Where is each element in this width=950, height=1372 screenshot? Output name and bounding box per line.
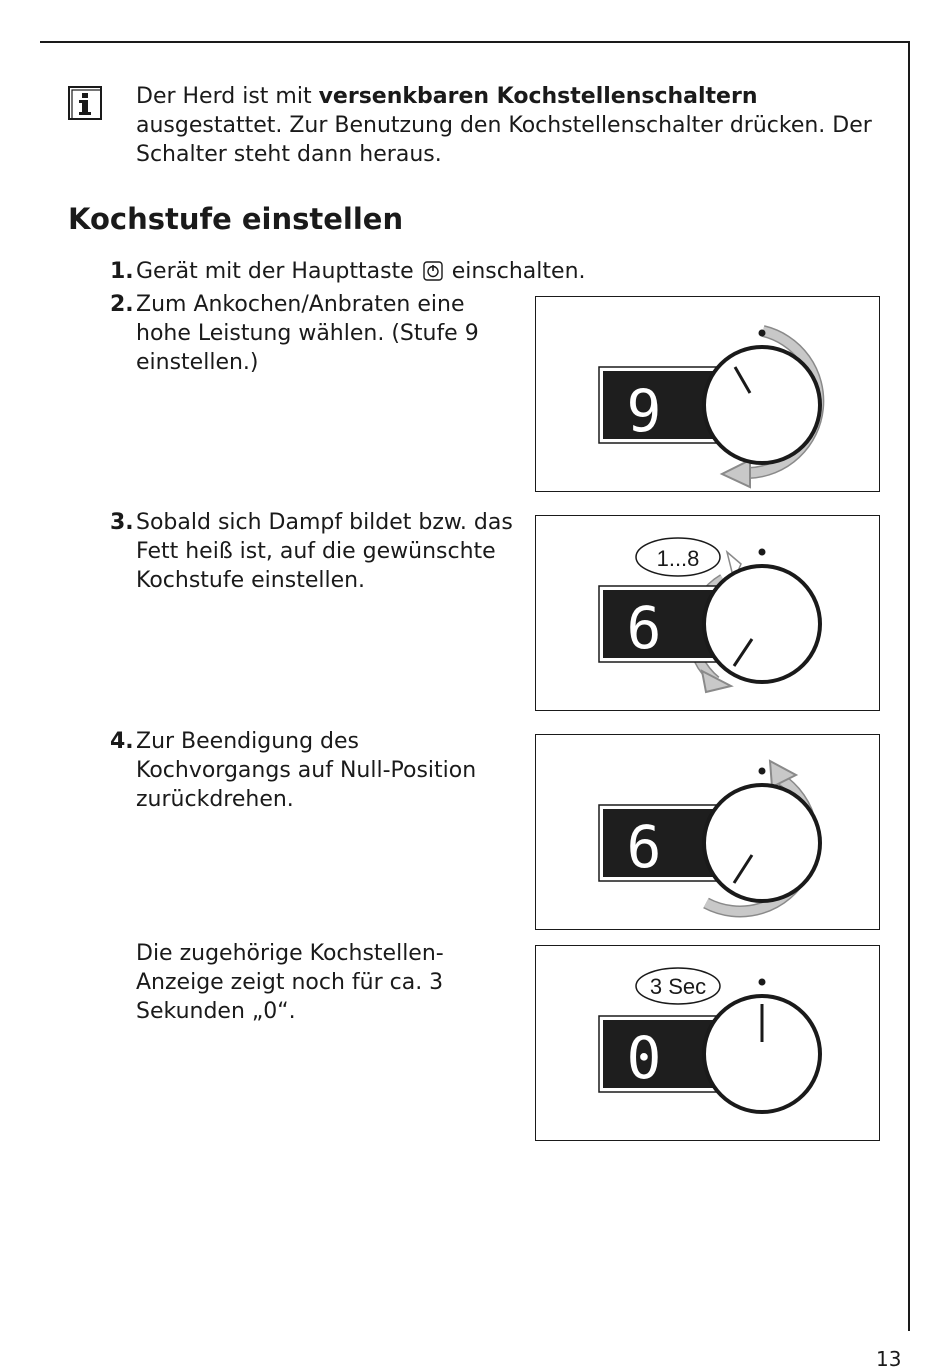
step-text: Zum Ankochen/Anbraten eine hohe Leistung wählen. (Stufe 9 einstellen.) <box>136 292 479 375</box>
zero-marker <box>759 768 766 775</box>
info-paragraph <box>136 82 876 169</box>
figure-residual-zero <box>535 945 880 1141</box>
step-number: 1. <box>110 259 134 284</box>
figure-choose-level <box>535 515 880 711</box>
display-digit: 0 <box>626 1024 662 1092</box>
page-number: 13 <box>876 1347 902 1371</box>
step-text: Zur Beendigung des Kochvorgangs auf Null-Position zurückdrehen. <box>136 729 477 812</box>
step-1-text-start: Gerät mit der Haupttaste <box>136 259 414 284</box>
step-1-text-end: einschalten. <box>451 259 586 284</box>
figure-turn-back-to-zero <box>535 734 880 930</box>
figure-set-level-9 <box>535 296 880 492</box>
zero-marker <box>759 330 766 337</box>
step-number: 4. <box>110 729 134 754</box>
info-text-bold: versenkbaren Kochstellenschaltern <box>318 84 758 109</box>
step-text <box>136 257 596 286</box>
control-knob <box>704 785 820 901</box>
rotate-arrow-icon <box>702 671 731 692</box>
zero-marker <box>759 549 766 556</box>
level-range-label: 1...8 <box>656 546 700 571</box>
power-button-icon <box>423 261 443 281</box>
timer-label: 3 Sec <box>649 974 707 999</box>
display-digit: 6 <box>626 813 662 881</box>
right-rule <box>908 41 910 1331</box>
zero-marker <box>759 979 766 986</box>
step-number: 3. <box>110 510 134 535</box>
top-rule <box>40 41 910 43</box>
step-number: 2. <box>110 292 134 317</box>
step-text: Sobald sich Dampf bildet bzw. das Fett heiß ist, auf die gewünschte Kochstufe einstellen. <box>136 510 513 593</box>
info-text-start: Der Herd ist mit <box>136 84 319 109</box>
note-text: Die zugehörige Kochstellen-Anzeige zeigt noch für ca. 3 Sekunden „0“. <box>136 941 444 1024</box>
info-icon <box>68 86 102 120</box>
control-knob <box>704 347 820 463</box>
display-digit: 6 <box>626 594 662 662</box>
info-text-end: ausgestattet. Zur Benutzung den Kochstellenschalter drücken. Der Schalter steht dann heraus. <box>136 113 872 167</box>
rotate-arrow-icon <box>722 460 750 487</box>
display-digit: 9 <box>626 377 662 445</box>
control-knob <box>704 566 820 682</box>
section-heading: Kochstufe einstellen <box>68 202 404 236</box>
